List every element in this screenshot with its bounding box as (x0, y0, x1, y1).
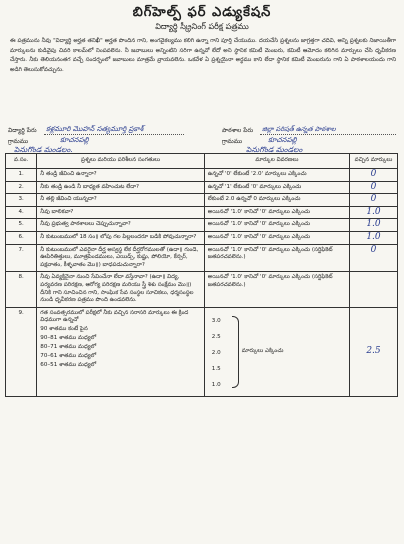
student-name-value: కళ్లమూరి మొహన్ సత్యమూర్తి ప్రకాశ్ (46, 125, 144, 133)
row-criteria: అయినచో '1.0' కానిచో '0' మార్కులు ఎక్కించు (204, 206, 349, 219)
row-mark-cell[interactable] (349, 181, 397, 194)
header-questions: ప్రశ్నలు మరియు పరిశీలన సంగతులు (37, 154, 205, 169)
row-question: నీ తండ్రి జీవించి ఉన్నారా? (37, 169, 205, 182)
row-question: నీ కుటుంబములో ఎవరైనా దీర్ఘ అస్వస్థ లేక దీర్ఘరోగములతో (ఉదా॥ గుండె, ఊపిరితిత్తులు, మూత్రపిండములు, ఎయిడ్స్, కుష్టు, పోలియో, కేన్సర్, పక్షవాతం, కీళ్ళవాతం మొ॥) బాధపడుచున్నారా? (37, 244, 205, 272)
score-value: 2.0 (211, 349, 221, 356)
mandal-value-right: పెనుగొండ మండలం (246, 145, 303, 154)
row-mark-cell[interactable] (349, 194, 397, 207)
row-question: నీకు తండ్రి ఉండి నీ బాధ్యత వహించుట లేదా? (37, 181, 205, 194)
row-criteria: అయినచో '1.0' కానిచో '0' మార్కులు ఎక్కించు (204, 219, 349, 232)
score-value: 1.0 (211, 381, 221, 388)
row-mark-cell[interactable] (349, 272, 397, 307)
row-mark: 0 (370, 181, 377, 192)
table-row (6, 219, 398, 232)
row-criteria: అయినచో '1.0' కానిచో '0' మార్కులు ఎక్కించు (సర్టిఫికెట్ జతపరచవలెను.) (204, 272, 349, 307)
row-mark: 2.5 (366, 345, 381, 356)
row-number: 9. (6, 307, 37, 396)
percentage-brackets (40, 325, 201, 370)
village-field-right (222, 138, 242, 146)
village-label-left: గ్రామము (8, 138, 29, 145)
row-criteria: అయినచో '1.0' కానిచో '0' మార్కులు ఎక్కించు (సర్టిఫికెట్ జతపరచవలెను.) (204, 244, 349, 272)
row-criteria: మార్కులు ఎక్కించు (241, 347, 284, 354)
row-criteria: అయినచో '1.0' కానిచో '0' మార్కులు ఎక్కించు (204, 231, 349, 244)
village-value-left: కూచనపల్లి (60, 136, 89, 144)
row-mark-cell[interactable] (349, 206, 397, 219)
row-mark-cell[interactable] (349, 169, 397, 182)
row-mark-cell[interactable] (349, 219, 397, 232)
row-number: 5. (6, 219, 37, 232)
bracket-item: 70–61 శాతము మధ్యలో (40, 352, 97, 359)
table-row (6, 244, 398, 272)
bracket-item: 60–51 శాతము మధ్యలో (40, 361, 97, 368)
table-row (6, 206, 398, 219)
village-label-right: గ్రామము (222, 138, 243, 145)
row-mark: 1.0 (366, 206, 381, 217)
row-number: 4. (6, 206, 37, 219)
row-mark: 0 (370, 244, 377, 255)
row-mark: 0 (370, 194, 377, 205)
student-name-field (8, 127, 37, 135)
row-mark: 1.0 (366, 219, 381, 230)
row-number: 7. (6, 244, 37, 272)
row-question: నీవు బాలికవా? (37, 206, 205, 219)
row-number: 8. (6, 272, 37, 307)
row-mark-cell[interactable] (349, 244, 397, 272)
header-marks: వచ్చిన మార్కులు (349, 154, 397, 169)
row-question-cell (37, 307, 205, 396)
row-number: 2. (6, 181, 37, 194)
form-title: బిగ్‌హెల్ప్ ఫర్ ఎడ్యుకేషన్ (132, 5, 272, 20)
bracket-item: 90 శాతము కంటే పైన (40, 325, 88, 332)
table-row (6, 181, 398, 194)
school-name-value: జిల్లా పరిషత్ ఉన్నత పాఠశాల (262, 125, 336, 133)
student-name-underline (44, 134, 184, 135)
bracket-item: 80–71 శాతము మధ్యలో (40, 343, 97, 350)
header-criteria: మార్కుల వివరణలు (204, 154, 349, 169)
row-question: గత సంవత్సరములో పరీక్షలో నీకు వచ్చిన సరాసరి మార్కులు ఈ క్రింద విధముగా ఉన్నచో (40, 309, 189, 324)
row-question: నీవు ప్రభుత్వ పాఠశాలలు చెప్పుచున్నావా? (37, 219, 205, 232)
row-criteria: ఉన్నచో '0' లేకుంటే '2.0' మార్కులు ఎక్కించు (204, 169, 349, 182)
header-serial: వ.సం. (6, 154, 37, 169)
table-row (6, 231, 398, 244)
score-value: 1.5 (211, 365, 221, 372)
school-name-underline (260, 134, 396, 135)
row-mark: 0 (370, 169, 377, 179)
row-question: నీవు ఏవ్యక్తినైనా నుంచి సేవించేనా లేదా వస్తేనావా? (ఉదా॥ విద్య, పర్యవరణ పరిరక్షణ, ఆరోగ్య పరిరక్షణ మరియు స్త్రీ శిశు సంక్షేమం మొ॥) దీనికి గాని సూచించిన గాని, సాంఘిక సేవ సంస్థల సూచికలు, ధర్మసంస్థల నుండి ధృవీకరణ పత్రము పొంది ఉండవలెను. (37, 272, 205, 307)
student-name-label: విద్యార్థి పేరు (8, 127, 37, 134)
row-number: 6. (6, 231, 37, 244)
screening-table (5, 153, 398, 397)
score-value: 2.5 (211, 333, 221, 340)
row-criteria: ఉన్నచో '1' లేకుంటే '0' మార్కులు ఎక్కించు (204, 181, 349, 194)
mandal-value-left: పెనుగొండ మండలం. (14, 145, 73, 154)
row-number: 3. (6, 194, 37, 207)
school-name-field (222, 127, 253, 135)
row-question: నీ కుటుంబములో 18 సం॥ లోపు గల పిల్లలందరూ బడికి పోవుచున్నారా? (37, 231, 205, 244)
bracket-item: 90–81 శాతము మధ్యలో (40, 334, 97, 341)
row-question: నీ తల్లి జీవించి యున్నదా? (37, 194, 205, 207)
school-name-label: పాఠశాల పేరు (222, 127, 254, 134)
table-row (6, 194, 398, 207)
row-mark: 1.0 (366, 231, 381, 242)
row-mark-cell[interactable] (349, 307, 397, 396)
row-criteria-cell (204, 307, 349, 396)
table-row (6, 169, 398, 182)
row-number: 1. (6, 169, 37, 182)
instructions-paragraph: ఈ పత్రమును నీవు "విద్యార్థి అర్హత తనిఖీ" అర్హత పొందిన గాని, అంగవైకల్యము కలిగి ఉన్నా గాని పూర్తి చేయుము. దయచేసి ప్రశ్నలను జాగ్రత్తగా చదివి, అన్ని ప్రశ్నలకు నిజాయితీగా మార్కులను కుడివైపు చివరి కాలమ్‌లో నింపవలెను. నీ జవాబులు అన్నింటిని సరిగా ఉన్నవో లేదో అని స్థానిక కమిటీ మెంబరు, కమిటీ ఆమోదం కలిగిన మార్పులు చేసి ధృవీకరణ చేస్తారు. నీకు తెలియనంతగ వచ్చే సందర్భంలో జవాబులు మాత్రమే వ్రాయవలెను. ఒకవేళ ఏ ప్రశ్నయైనా అర్థము కాని లేదా స్థానిక కమిటీ మెంబరును గాని ఏ పాఠశాలయందు గాని అడిగి తెలుసుకోవచ్చును. (10, 38, 396, 73)
table-header-row (6, 154, 398, 169)
bracket-brace (232, 316, 239, 388)
table-row (6, 272, 398, 307)
row-mark-cell[interactable] (349, 231, 397, 244)
table-row (6, 307, 398, 396)
row-criteria: లేకుంటే 2.0 ఉన్నచో 0 మార్కులు ఎక్కించు (204, 194, 349, 207)
form-subtitle: విద్యార్థి స్క్రీనింగ్ పరీక్ష పత్రము (155, 22, 249, 31)
score-value: 3.0 (211, 317, 221, 324)
village-value-right: కూచనపల్లి (268, 136, 297, 144)
score-scale (208, 310, 346, 394)
